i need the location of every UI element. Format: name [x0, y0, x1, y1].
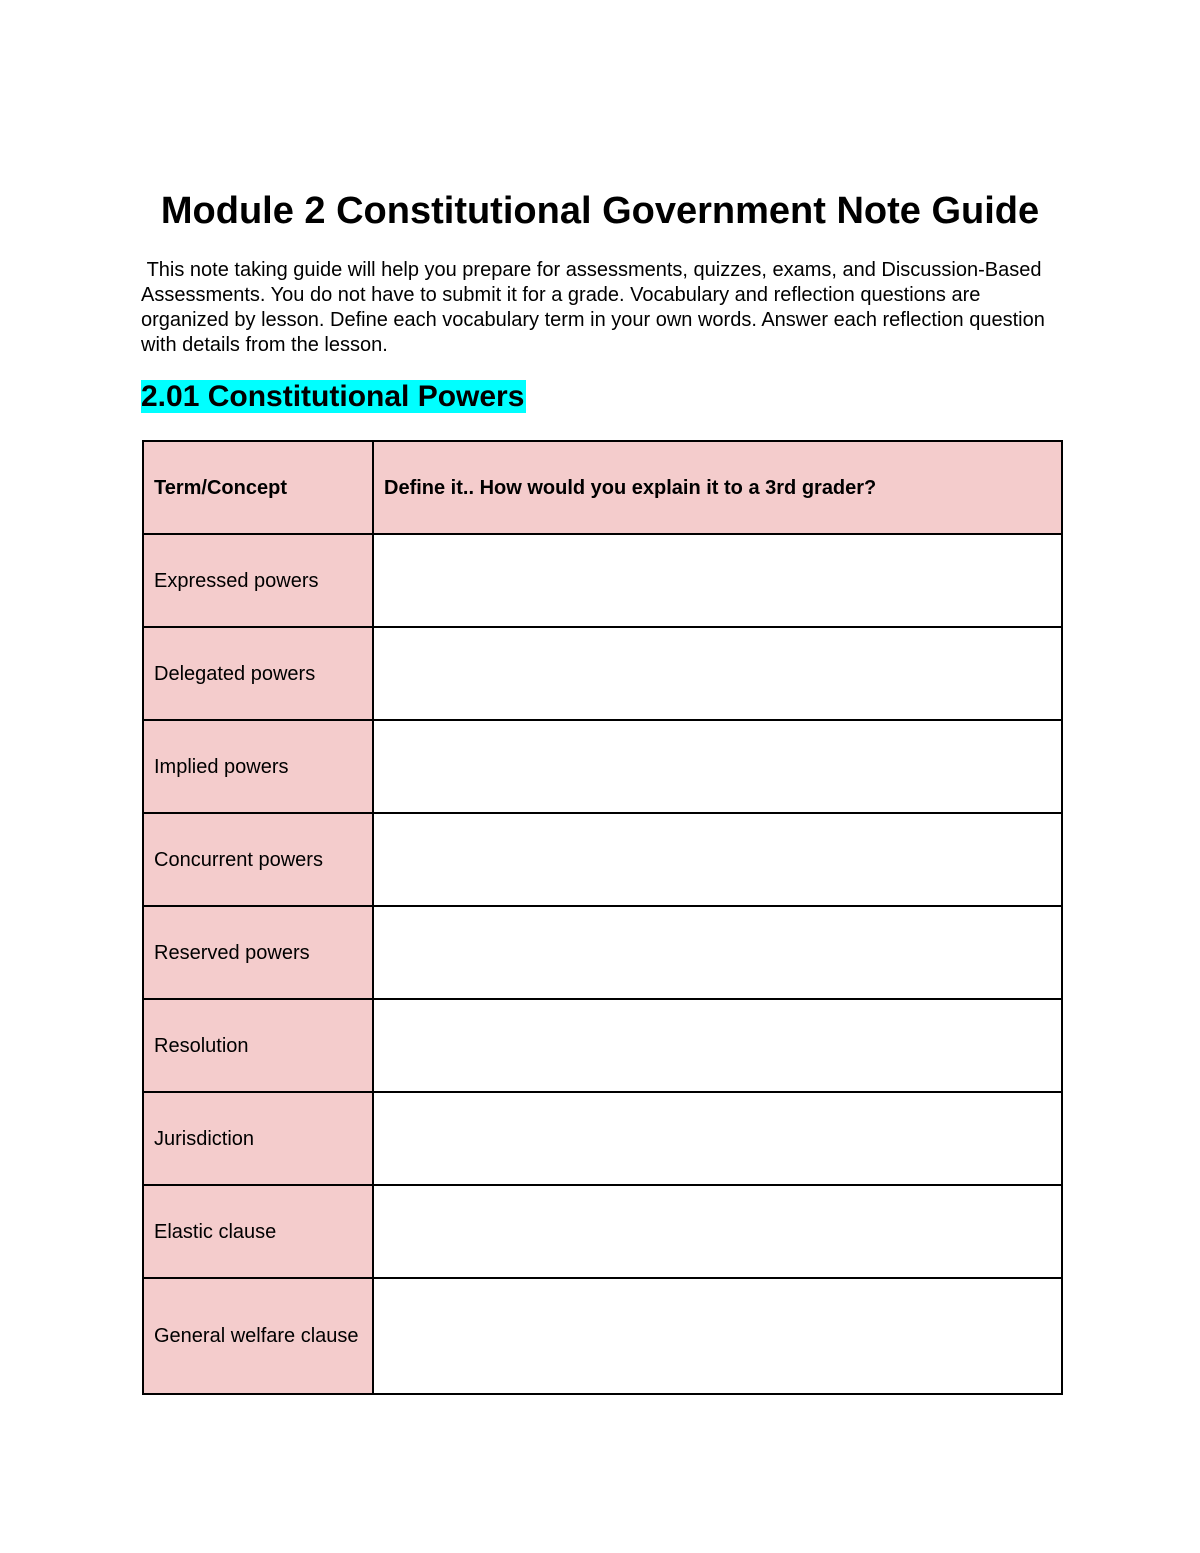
- section-heading-text: 2.01 Constitutional Powers: [141, 380, 525, 413]
- definition-cell[interactable]: [373, 1092, 1062, 1185]
- term-cell: Implied powers: [143, 720, 373, 813]
- definition-cell[interactable]: [373, 720, 1062, 813]
- term-cell: Elastic clause: [143, 1185, 373, 1278]
- vocabulary-table: [142, 440, 1063, 1395]
- table-row: [143, 627, 1062, 720]
- term-cell: Concurrent powers: [143, 813, 373, 906]
- table-row: [143, 720, 1062, 813]
- table-row: [143, 1092, 1062, 1185]
- header-term: Term/Concept: [143, 441, 373, 534]
- definition-cell[interactable]: [373, 534, 1062, 627]
- header-definition: Define it.. How would you explain it to a 3rd grader?: [373, 441, 1062, 534]
- table-row: [143, 1185, 1062, 1278]
- definition-cell[interactable]: [373, 1185, 1062, 1278]
- table-row: [143, 813, 1062, 906]
- table-row: [143, 906, 1062, 999]
- term-cell: Resolution: [143, 999, 373, 1092]
- intro-paragraph: This note taking guide will help you prepare for assessments, quizzes, exams, and Discussion-Based Assessments. You do not have to submit it for a grade. Vocabulary and reflection questions are organized by lesson. Define each vocabulary term in your own words. Answer each reflection question with details from the lesson.: [141, 259, 1051, 356]
- term-cell: Expressed powers: [143, 534, 373, 627]
- page-title: Module 2 Constitutional Government Note Guide: [160, 190, 1040, 232]
- section-heading: [141, 378, 526, 416]
- definition-cell[interactable]: [373, 627, 1062, 720]
- definition-cell[interactable]: [373, 906, 1062, 999]
- definition-cell[interactable]: [373, 999, 1062, 1092]
- table-row: [143, 1278, 1062, 1394]
- term-cell: Reserved powers: [143, 906, 373, 999]
- term-cell: General welfare clause: [143, 1278, 373, 1394]
- term-cell: Delegated powers: [143, 627, 373, 720]
- definition-cell[interactable]: [373, 813, 1062, 906]
- table-row: [143, 534, 1062, 627]
- table-header-row: [143, 441, 1062, 534]
- table-row: [143, 999, 1062, 1092]
- term-cell: Jurisdiction: [143, 1092, 373, 1185]
- definition-cell[interactable]: [373, 1278, 1062, 1394]
